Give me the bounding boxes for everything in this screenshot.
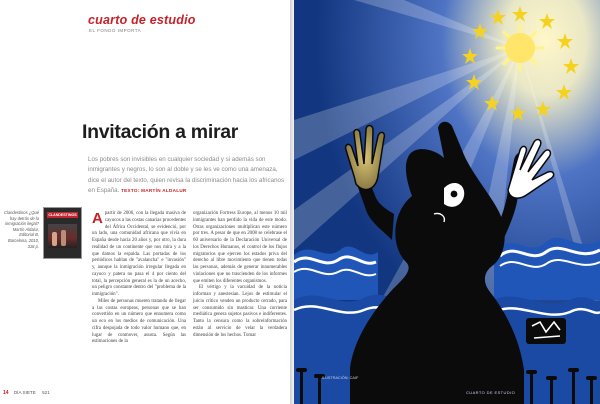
standfirst-text: Los pobres son invisibles en cualquier sociedad y si además son inmigrantes y negros, lo son al doble y se les ve como una amenaza, dice el autor del texto, quien revisa la discriminación hacia los africanos en España. (88, 156, 285, 195)
drop-cap: A (92, 210, 103, 227)
section-title: cuarto de estudio (88, 13, 196, 27)
section-subtitle: EL FONDO IMPORTA (89, 28, 142, 33)
book-cover (43, 207, 82, 259)
left-page (0, 0, 290, 404)
article-paragraph: organización Fortress Europe, al menos 10 mil inmigrantes han perdido la vida de este modo. Otras organizaciones multiplican este número por tres. A pesar de que en 2008 se celebrase el 60 aniversario de la Declaración Universal de los Derechos Humanos, el control de los flujos migratorios que ejercen los estados priva del derecho al libre movimiento que tienen todas las personas, además de generar innumerables violaciones que no trascienden de los informes que emiten los diferentes organismos. (193, 211, 287, 284)
book-caption: Clandestinos ¿Qué hay detrás de la inmigración ilegal? Martín Aldalur, Editorial B, Barcelona, 2010, 318 p. (3, 210, 39, 249)
sun-icon (497, 25, 543, 71)
article-standfirst (88, 155, 288, 197)
artist-signature (526, 318, 566, 344)
issue-number: 521 (42, 390, 50, 395)
illustration (294, 0, 600, 404)
book-cover-figure (61, 230, 66, 246)
magazine-name: DÍA SIETE (13, 390, 36, 395)
page-number: 14 (3, 390, 9, 396)
article-paragraph: El vértigo y la vacuidad de la noticia informan y anestesian. Lejos de estimular el juicio crítico venden un producto cerrado, para ser consumido sin masticar. Una corriente mediática genera sujetos pasivos e indiferentes. Tanto la censura como la sobreinformación están al servicio de velar la verdadera dimensión de los hechos. Tomar (193, 285, 287, 338)
book-cover-figure (52, 232, 57, 246)
article-paragraph: Miles de personas mueren tratando de llegar a las costas europeas, personas que se han convertido en un número que ennumera como un eco en los medios de comunicación. Una cifra despojada de todo valor humano que, en lugar de conmover, asusta. Según las estimaciones de la (92, 298, 186, 345)
article-column-2 (193, 211, 287, 339)
article-paragraph: Apartir de 2006, con la llegada masiva de cayucos a las costas canarias procedentes del África Occidental, se evidenció, por un lado, una comunidad africana que vivía en España desde hacía 20 años y, por otro, la dura realidad de un continente que nos mira y a la que damos la espalda. Las portadas de los periódicos hablan de "avalancha" e "invasión" y, aunque la inmigración irregular llegada en cayuco y patera no pasa el 4 por ciento del total, la percepción general es la de un acecho, un peligro constante dentro del "problema de la inmigración". (92, 210, 186, 297)
author-credit: TEXTO: MARTÍN ALDALUR (121, 188, 187, 194)
photo-credit: ILUSTRACIÓN: CAIF (322, 376, 359, 380)
article-column-1 (92, 211, 186, 346)
article-headline: Invitación a mirar (82, 121, 239, 143)
page-footer (3, 390, 50, 396)
book-cover-title: CLANDESTINOS (48, 213, 77, 217)
illustration-page (294, 0, 600, 404)
right-page-footer: CUARTO DE ESTUDIO (466, 390, 516, 395)
